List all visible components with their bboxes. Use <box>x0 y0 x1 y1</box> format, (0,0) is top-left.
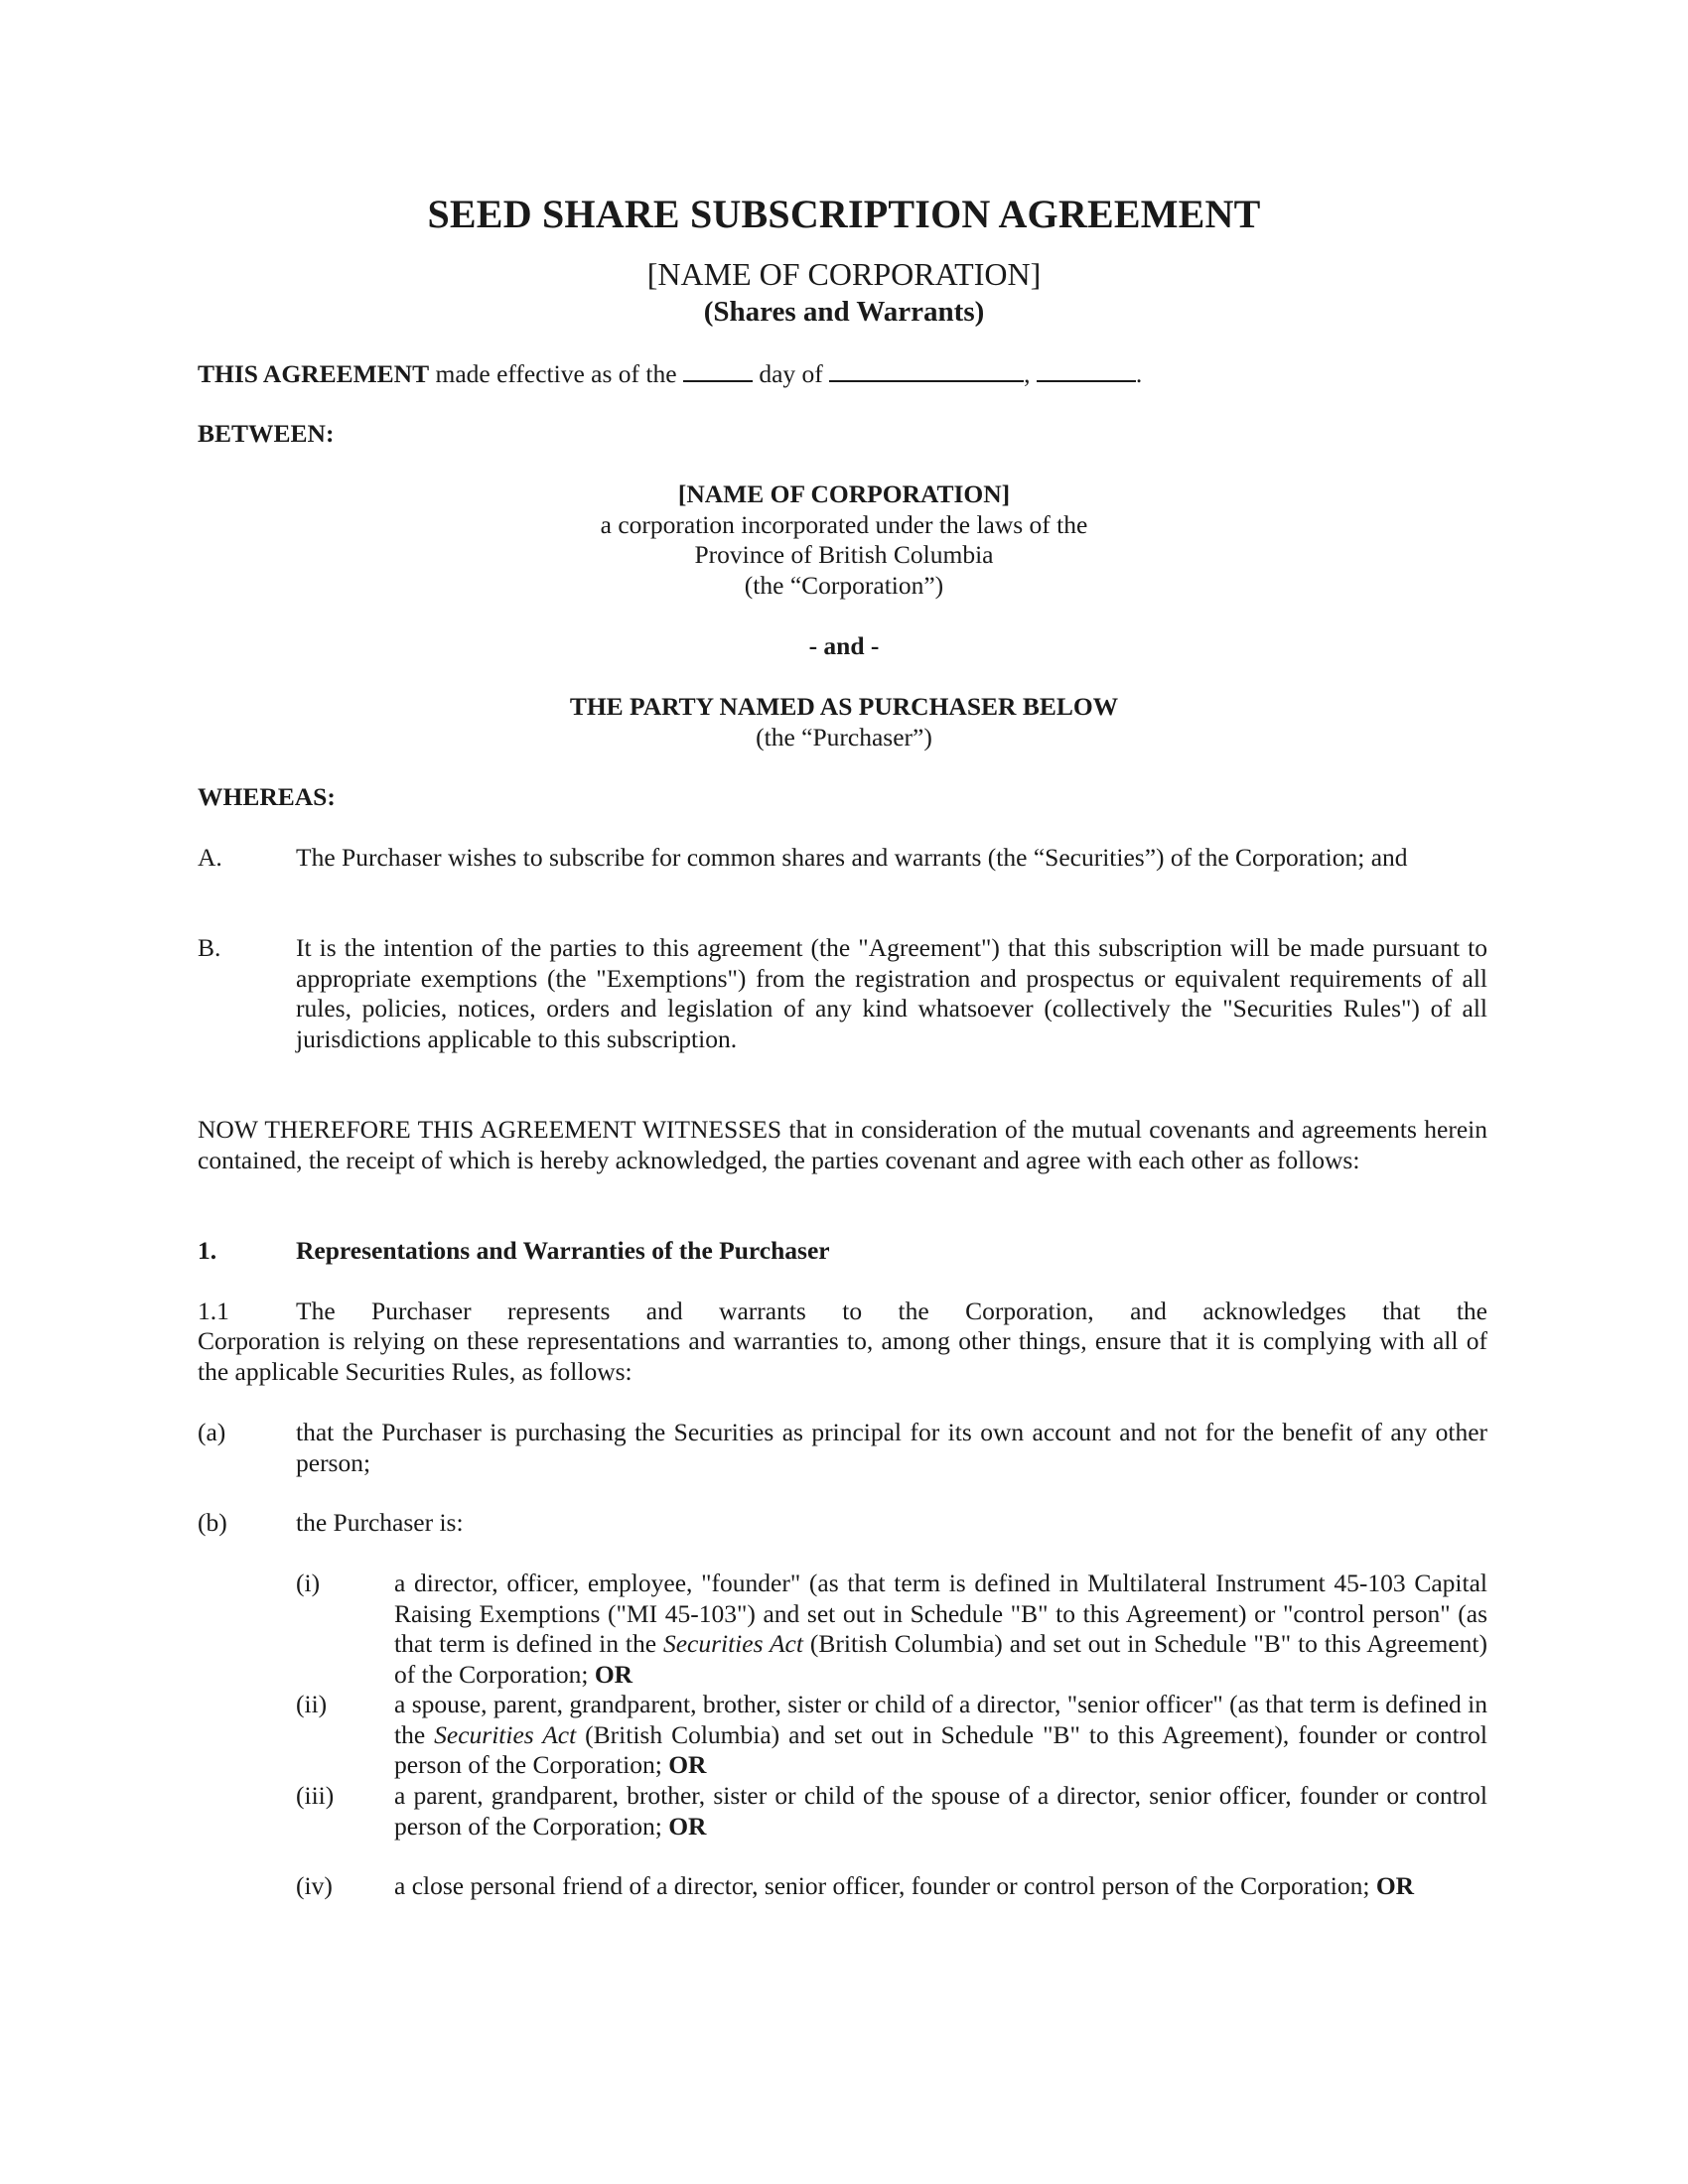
sub-iv-or: OR <box>1375 1871 1415 1900</box>
clause-1-1-first-line: The Purchaser represents and warrants to the Corporation, and acknowledges that the <box>296 1297 1487 1325</box>
sub-ii-text-2: (British Columbia) and set out in Schedule "B" to this Agreement), founder or control person of the Corporation; <box>394 1719 1488 1779</box>
witnesses-paragraph: NOW THEREFORE THIS AGREEMENT WITNESSES that in consideration of the mutual covenants and agreements herein contained, the receipt of which is hereby acknowledged, the parties covenant and agree with each other as follows: <box>198 1115 1487 1174</box>
document-subtitle: (Shares and Warrants) <box>703 296 985 328</box>
effective-text-2: day of <box>752 359 830 388</box>
sub-ii-text <box>394 1690 1487 1781</box>
sub-ii-or: OR <box>668 1750 707 1779</box>
sub-ii-text-1: a spouse, parent, grandparent, brother, sister or child of a director, "senior officer" (as that term is defined in the <box>394 1690 1487 1749</box>
clause-1-1-text: Corporation is relying on these representations and warranties to, among other things, ensure that it is complying with all of the applicable Securities Rules, as follows: <box>198 1326 1487 1386</box>
clause-1-1-number: 1.1 <box>198 1297 229 1325</box>
section-1-number: 1. <box>198 1236 217 1265</box>
recital-a-text: The Purchaser wishes to subscribe for common shares and warrants (the “Securities”) of the Corporation; and <box>296 843 1408 872</box>
section-1-heading: Representations and Warranties of the Purchaser <box>296 1236 830 1265</box>
party-purchaser-block <box>0 692 1688 752</box>
effective-comma: , <box>1024 359 1031 388</box>
between-label: BETWEEN: <box>198 419 335 448</box>
party-purchaser-name: THE PARTY NAMED AS PURCHASER BELOW <box>569 692 1119 721</box>
sub-iii-text <box>394 1781 1487 1842</box>
sub-i-text <box>394 1569 1487 1690</box>
sub-i-text-2: (British Columbia) and set out in Schedule "B" to this Agreement) of the Corporation; <box>394 1629 1487 1689</box>
effective-date-line <box>198 358 1488 390</box>
item-a-text: that the Purchaser is purchasing the Securities as principal for its own account and not for the benefit of any other person; <box>296 1418 1487 1477</box>
sub-i-or: OR <box>594 1659 633 1689</box>
effective-text-1: made effective as of the <box>429 359 683 388</box>
item-b-label: (b) <box>198 1508 227 1537</box>
whereas-label: WHEREAS: <box>198 782 336 811</box>
month-blank[interactable] <box>829 358 1024 382</box>
document-title: SEED SHARE SUBSCRIPTION AGREEMENT <box>427 192 1261 236</box>
effective-period: . <box>1135 359 1143 388</box>
day-blank[interactable] <box>683 358 753 382</box>
sub-iv-label: (iv) <box>296 1871 333 1900</box>
party-purchaser-line-1: (the “Purchaser”) <box>756 722 932 751</box>
sub-i-text-1: a director, officer, employee, "founder" (as that term is defined in Multilateral Instrument 45-103 Capital Raising Exemptions ("MI 45-103") and set out in Schedule "B" to this Agreement) or "control person" (as that term is defined in the <box>394 1569 1487 1658</box>
effective-lead: THIS AGREEMENT <box>198 359 430 388</box>
sub-iv-text-1: a close personal friend of a director, senior officer, founder or control person of the Corporation; <box>394 1871 1376 1900</box>
sub-i-act: Securities Act <box>662 1629 803 1658</box>
sub-iv-text <box>394 1871 1487 1902</box>
sub-iii-or: OR <box>668 1811 707 1841</box>
corporation-name-placeholder: [NAME OF CORPORATION] <box>646 256 1042 292</box>
recital-b-label: B. <box>198 933 221 962</box>
party-corporation-name: [NAME OF CORPORATION] <box>677 479 1011 508</box>
year-blank[interactable] <box>1037 358 1136 382</box>
item-b-text: the Purchaser is: <box>296 1508 464 1537</box>
recital-b-text: It is the intention of the parties to this agreement (the "Agreement") that this subscription will be made pursuant to appropriate exemptions (the "Exemptions") from the registration and prospectus or equivalent requirements of all rules, policies, notices, orders and legislation of any kind whatsoever (collectively the "Securities Rules") of all jurisdictions applicable to this subscription. <box>296 933 1487 1053</box>
recital-a-label: A. <box>198 843 222 872</box>
sub-i-label: (i) <box>296 1569 321 1597</box>
sub-iii-text-1: a parent, grandparent, brother, sister or child of the spouse of a director, senior officer, founder or control person of the Corporation; <box>394 1781 1487 1841</box>
party-corporation-line-1: a corporation incorporated under the laws of the <box>600 509 1088 539</box>
sub-ii-act: Securities Act <box>434 1719 577 1749</box>
party-corporation-line-2: Province of British Columbia <box>694 540 994 569</box>
and-separator: - and - <box>808 631 880 660</box>
party-corporation-block <box>0 479 1688 601</box>
party-corporation-line-3: (the “Corporation”) <box>744 570 944 600</box>
sub-ii-label: (ii) <box>296 1690 328 1718</box>
item-a-label: (a) <box>198 1418 226 1446</box>
sub-iii-label: (iii) <box>296 1781 335 1810</box>
